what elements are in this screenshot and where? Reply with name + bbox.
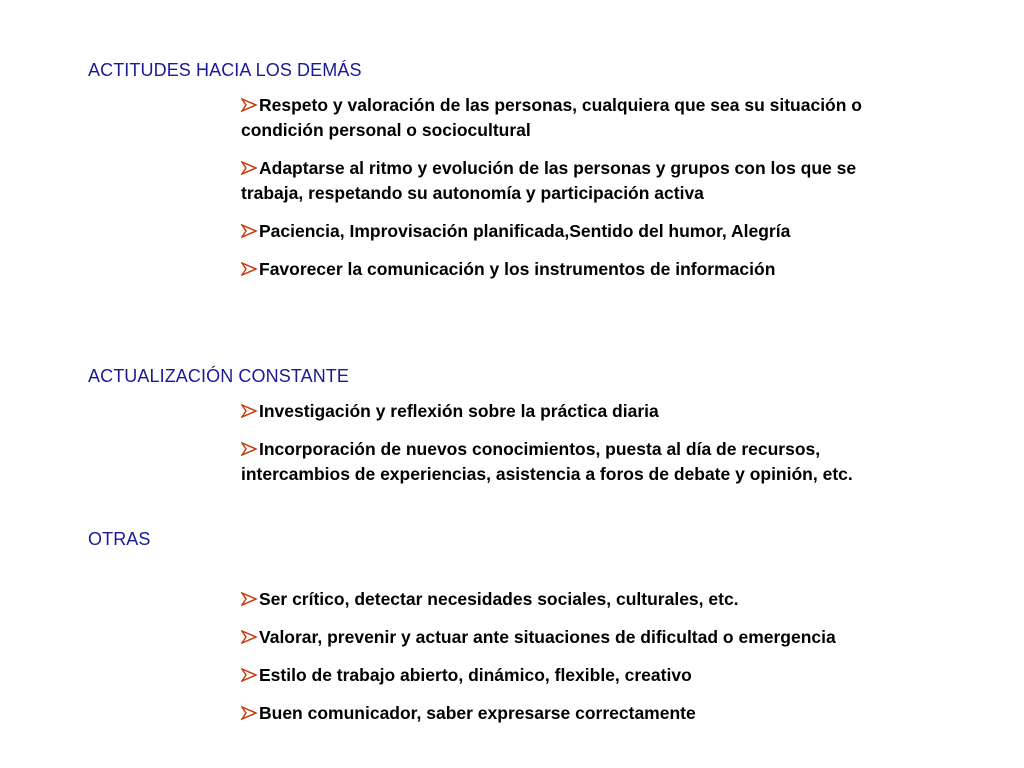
list-item [241, 625, 921, 650]
bullet-text: Estilo de trabajo abierto, dinámico, flexible, creativo [259, 665, 692, 685]
arrow-bullet-icon [241, 664, 258, 678]
bullet-text: Incorporación de nuevos conocimientos, puesta al día de recursos, intercambios de experiencias, asistencia a foros de debate y opinión, etc. [241, 439, 853, 484]
arrow-bullet-icon [241, 626, 258, 640]
section-heading-otras: OTRAS [88, 529, 151, 549]
list-item [241, 156, 921, 206]
bullet-text: Ser crítico, detectar necesidades sociales, culturales, etc. [259, 589, 739, 609]
list-item [241, 257, 921, 282]
bullet-text: Favorecer la comunicación y los instrumentos de información [259, 259, 776, 279]
section-heading-actualizacion: ACTUALIZACIÓN CONSTANTE [88, 366, 349, 386]
list-item [241, 93, 921, 143]
arrow-bullet-icon [241, 220, 258, 234]
arrow-bullet-icon [241, 157, 258, 171]
bullet-list-actitudes [241, 93, 921, 295]
list-item [241, 437, 921, 487]
bullet-text: Investigación y reflexión sobre la práctica diaria [259, 401, 659, 421]
bullet-list-otras [241, 587, 921, 739]
arrow-bullet-icon [241, 258, 258, 272]
section-heading-actitudes: ACTITUDES HACIA LOS DEMÁS [88, 60, 362, 80]
arrow-bullet-icon [241, 588, 258, 602]
arrow-bullet-icon [241, 400, 258, 414]
bullet-text: Valorar, prevenir y actuar ante situaciones de dificultad o emergencia [259, 627, 836, 647]
arrow-bullet-icon [241, 438, 258, 452]
arrow-bullet-icon [241, 702, 258, 716]
list-item [241, 701, 921, 726]
arrow-bullet-icon [241, 94, 258, 108]
bullet-text: Paciencia, Improvisación planificada,Sentido del humor, Alegría [259, 221, 791, 241]
bullet-text: Respeto y valoración de las personas, cualquiera que sea su situación o condición personal o sociocultural [241, 95, 862, 140]
bullet-text: Buen comunicador, saber expresarse correctamente [259, 703, 696, 723]
list-item [241, 219, 921, 244]
list-item [241, 399, 921, 424]
list-item [241, 587, 921, 612]
list-item [241, 663, 921, 688]
bullet-text: Adaptarse al ritmo y evolución de las personas y grupos con los que se trabaja, respetando su autonomía y participación activa [241, 158, 857, 203]
bullet-list-actualizacion [241, 399, 921, 500]
